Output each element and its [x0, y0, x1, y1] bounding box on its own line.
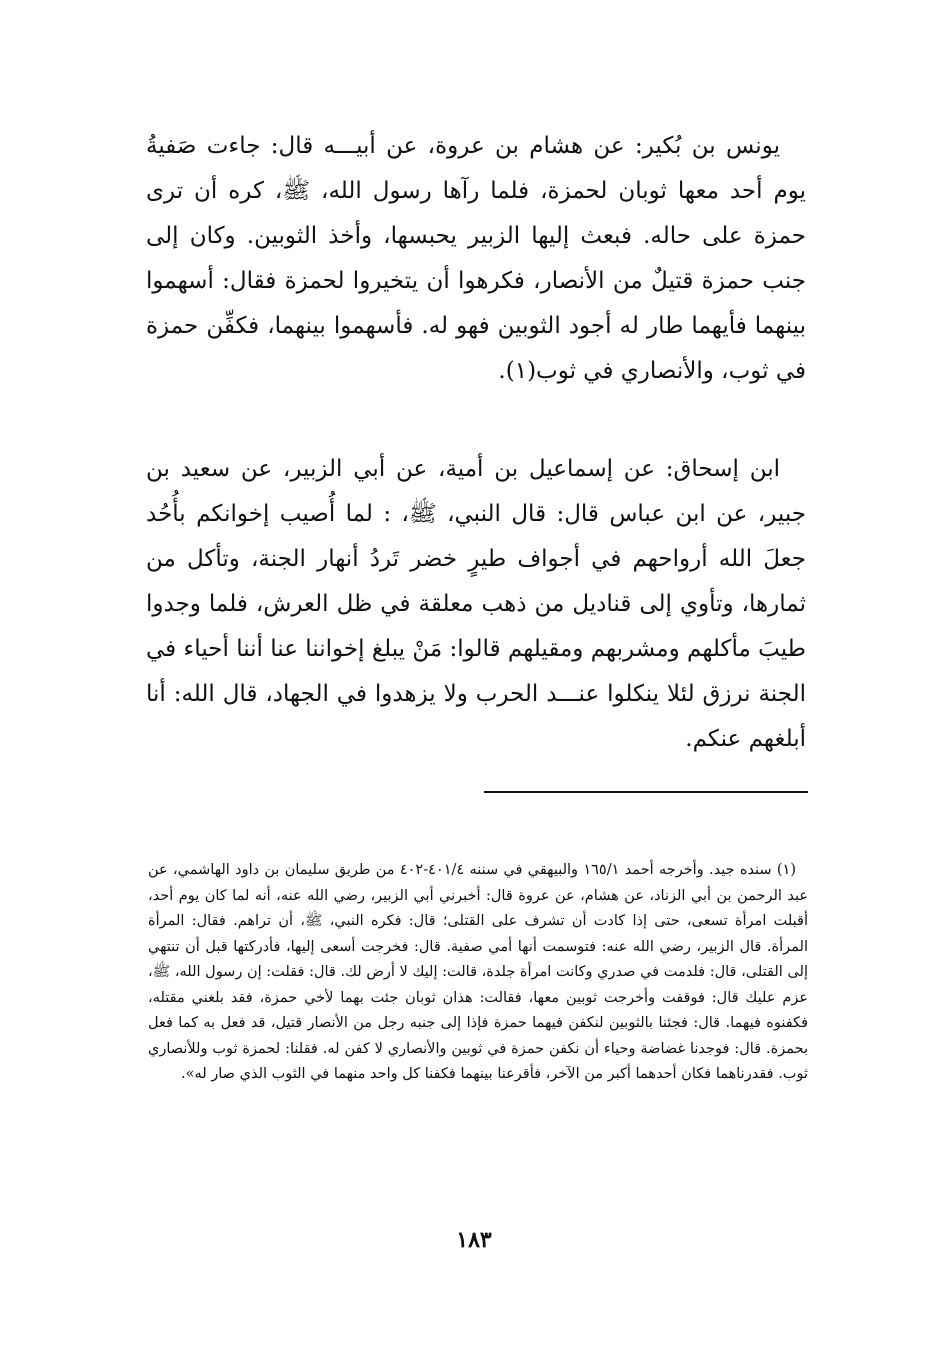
page-number: ١٨٣ [456, 1227, 492, 1253]
footnote [148, 858, 808, 1088]
paragraph-2-text: ابن إسحاق: عن إسماعيل بن أمية، عن أبي الزبير، عن سعيد بن جبير، عن ابن عباس قال: قال النبي، ﷺ، : لما أُصيب إخوانكم بأُحُد جعلَ الله أرواحهم في أجواف طيرٍ خضر تَردُ أنهار الجنة، وتأكل من ثمارها، وتأوي إلى قناديل من ذهب معلقة في ظل العرش، فلما وجدوا طيبَ مأكلهم ومشربهم ومقيلهم قالوا: مَنْ يبلغ إخواننا عنا أننا أحياء في الجنة نرزق لئلا ينكلوا عنـــد الحرب ولا يزهدوا في الجهاد، قال الله: أنا أبلغهم عنكم. [146, 456, 806, 752]
paragraph-2 [146, 447, 806, 762]
footnote-divider [484, 791, 808, 793]
footnote-text: (١) سنده جيد. وأخرجه أحمد ١٦٥/١ والبيهقي في سننه ٤٠١/٤-٤٠٢ من طريق سليمان بن داود الهاشمي، عن عبد الرحمن بن أبي الزناد، عن هشام، عن عروة قال: أخبرني أبي الزبير، رضي الله عنه، أنه لما كان يوم أحد، أقبلت امرأة تسعى، حتى إذا كادت أن تشرف على القتلى؛ قال: فكره النبي، ﷺ، أن تراهم. فقال: المرأة المرأة. قال الزبير، رضي الله عنه: فتوسمت أنها أمي صفية. قال: فخرجت أسعى إليها، فأدركتها قبل أن تنتهي إلى القتلى، قال: فلدمت في صدري وكانت امرأة جلدة، قالت: إليك لا أرض لك. قال: فقلت: إن رسول الله، ﷺ، عزم عليك قال: فوقفت وأخرجت ثوبين معها، فقالت: هذان ثوبان جئت بهما لأخي حمزة، فقد بلغني مقتله، فكفنوه فيهما. قال: فجئنا بالثوبين لنكفن فيهما حمزة فإذا إلى جنبه رجل من الأنصار قتيل، قد فعل به كما فعل بحمزة. قال: فوجدنا غضاضة وحياء أن نكفن حمزة في ثوبين والأنصاري لا كفن له. فقلنا: لحمزة ثوب وللأنصاري ثوب. فقدرناهما فكان أحدهما أكبر من الآخر، فأقرعنا بينهما فكفنا كل واحد منهما في الثوب الذي صار له». [148, 862, 808, 1082]
paragraph-1 [146, 124, 806, 394]
paragraph-1-text: يونس بن بُكير: عن هشام بن عروة، عن أبيـــه قال: جاءت صَفيةُ يوم أحد معها ثوبان لحمزة، فلما رآها رسول الله، ﷺ، كره أن ترى حمزة على حاله. فبعث إليها الزبير يحبسها، وأخذ الثوبين. وكان إلى جنب حمزة قتيلٌ من الأنصار، فكرهوا أن يتخيروا لحمزة فقال: أسهموا بينهما فأيهما طار له أجود الثوبين فهو له. فأسهموا بينهما، فكفِّن حمزة في ثوب، والأنصاري في ثوب(١). [146, 133, 806, 384]
